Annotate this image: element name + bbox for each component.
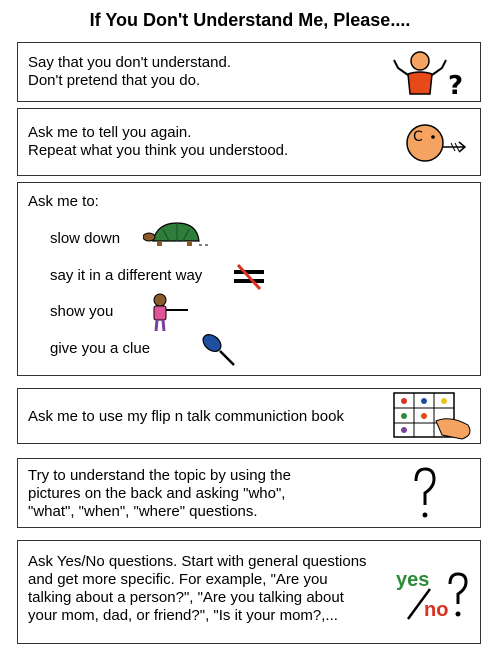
tip-card-1 [17,42,481,102]
tip-card-3 [17,182,481,376]
question-mark-icon [410,465,440,523]
tip-line: "what", "when", "where" questions. [28,503,258,520]
tip-line: Ask me to tell you again. [28,124,192,141]
svg-text:?: ? [448,71,464,98]
tip-line: Ask Yes/No questions. Start with general questions [28,553,367,570]
not-equal-icon [232,263,266,291]
tip-line: Don't pretend that you do. [28,72,201,89]
tip-text [28,553,367,625]
tip-text [28,467,291,521]
tip-text: Ask me to use my flip n talk communiction book [28,408,344,425]
tip-line: Say that you don't understand. [28,54,232,71]
no-label: no [424,599,449,621]
tip-line: and get more specific. For example, "Are you [28,571,328,588]
tip-card-4 [17,388,481,444]
tip-text [28,54,231,90]
tip-line: Repeat what you think you understood. [28,142,289,159]
tip-line: your mom, dad, or friend?", "Is it your mom?,... [28,607,338,624]
tip-card-5 [17,458,481,528]
shrug-question-icon [388,48,468,98]
tip-line: talking about a person?", "Are you talking about [28,589,344,606]
pointing-person-icon [148,293,196,333]
tip-text [28,124,288,160]
tip-line: Try to understand the topic by using the [28,467,291,484]
svg-text:C: C [413,129,423,145]
tip-item-show-you: show you [50,303,114,320]
yes-no-question-icon [394,569,474,633]
tip-item-different-way: say it in a different way [50,267,203,284]
tip-item-slow-down: slow down [50,230,121,247]
tip-card-6 [17,540,481,644]
communication-book-icon [392,391,476,443]
page-title: If You Don't Understand Me, Please.... [89,10,411,30]
magnifying-glass-icon [198,329,238,369]
turtle-icon [143,219,213,249]
tip-line: pictures on the back and asking "who", [28,485,286,502]
say-again-face-icon [403,117,473,169]
tip-item-give-clue: give you a clue [50,340,151,357]
tip-card-2 [17,108,481,176]
tip-heading: Ask me to: [28,193,99,210]
yes-label: yes [396,569,430,591]
question-mark-small [446,571,470,621]
